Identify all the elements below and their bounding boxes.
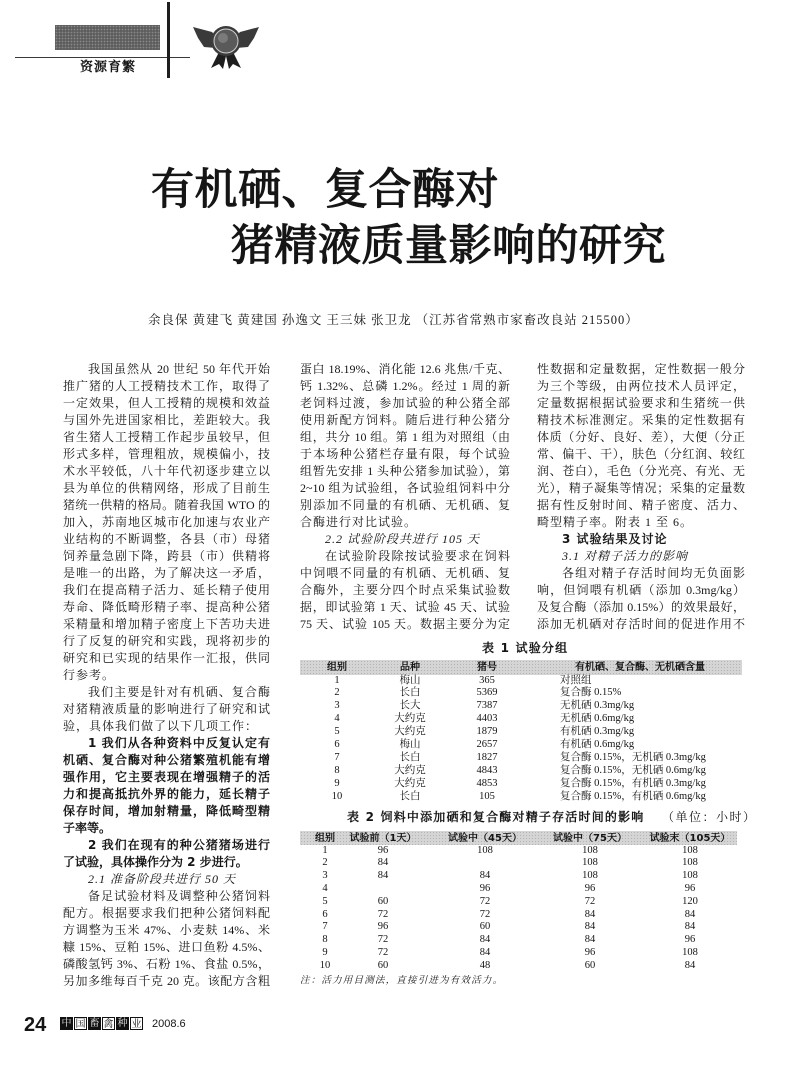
table-cell: 96	[377, 921, 389, 933]
text-line: 组暂先安排 1 头种公猪参加试验），第	[300, 464, 510, 478]
table-cell: 梅山	[399, 674, 421, 686]
issue-date: 2008.6	[152, 1018, 186, 1030]
table-cell: 72	[479, 908, 491, 920]
journal-char: 国	[75, 1019, 86, 1030]
text-line: 备足试验材料及调整种公猪饲料	[88, 889, 270, 903]
journal-char: 禽	[103, 1019, 114, 1030]
text-line: 对猪精液质量的影响进行了研究和试	[63, 702, 270, 716]
table-row	[0, 895, 800, 908]
table-row	[0, 699, 800, 712]
body-column-3	[537, 361, 745, 633]
table-cell: 60	[377, 959, 389, 971]
column-header: 试验中（45天）	[448, 832, 522, 844]
table-cell: 84	[479, 934, 491, 946]
journal-char: 中	[61, 1018, 72, 1029]
text-line: 与国外先进国家相比，差距较大。我	[63, 413, 270, 427]
table-cell: 1879	[476, 726, 498, 738]
table-cell: 108	[582, 870, 598, 882]
table-2-caption: 表 2 饲料中添加硒和复合酶对精子存活时间的影响	[347, 810, 645, 824]
text-line: 推广猪的人工授精技术工作，取得了	[63, 379, 270, 393]
table-cell: 大约克	[394, 713, 426, 725]
table-cell: 84	[479, 946, 491, 958]
text-line-bold: 保存时间，增加射精量，降低畸型精	[63, 804, 270, 818]
table-cell: 84	[584, 908, 596, 920]
column-header: 组别	[315, 832, 335, 844]
text-line: 2~10 组为试验组，各试验组饲料中分	[300, 481, 510, 495]
text-line: 据有性反射时间、精子密度、活力、	[537, 498, 745, 512]
table-cell: 60	[479, 921, 491, 933]
table-cell: 8	[334, 764, 340, 776]
text-line: 合酶外，主要分四个时点采集试验数	[300, 583, 510, 597]
text-line: 我国虽然从 20 世纪 50 年代开始	[88, 362, 270, 376]
table-row	[0, 844, 800, 857]
header-decorative-block	[55, 25, 160, 50]
section-label: 资源育繁	[80, 60, 137, 75]
table-row	[0, 856, 800, 869]
text-line: 75 天、试验 105 天。数据主要分为定	[300, 617, 510, 631]
table-cell: 无机硒 0.3mg/kg	[560, 700, 635, 712]
table-cell: 复合酶 0.15%，无机硒 0.3mg/kg	[560, 751, 706, 763]
table-cell: 5369	[476, 687, 498, 699]
table-cell: 长白	[399, 687, 421, 699]
table-cell	[343, 882, 423, 895]
table-cell: 108	[582, 857, 598, 869]
table-cell: 长大	[399, 700, 421, 712]
table-cell: 72	[377, 908, 389, 920]
table-cell: 108	[477, 844, 493, 856]
column-header: 猪号	[477, 662, 497, 673]
table-cell: 1	[322, 844, 328, 856]
text-line: 一定效果，但人工授精的规模和效益	[63, 396, 270, 410]
text-line: 据，即试验第 1 天、试验 45 天、试验	[300, 600, 510, 614]
section-heading: 3 试验结果及讨论	[562, 532, 668, 546]
table-cell: 3	[334, 700, 340, 712]
table-cell: 96	[684, 882, 696, 894]
table-row	[0, 946, 800, 959]
text-line: 钙 1.32%、总磷 1.2%。经过 1 周的新	[300, 379, 510, 393]
ribbon-medal-icon	[192, 20, 260, 70]
table-cell: 有机硒 0.6mg/kg	[560, 739, 635, 750]
table-row	[0, 790, 800, 803]
table-cell: 2	[322, 857, 328, 869]
header-rule-horizontal	[15, 57, 190, 58]
table-row	[0, 674, 800, 687]
text-line: 方调整为玉米 47%、小麦麸 14%、米	[63, 923, 270, 937]
table-cell: 长白	[399, 751, 421, 763]
table-cell: 72	[377, 946, 389, 958]
text-line: 响，但饲喂有机硒（添加 0.3mg/kg）	[537, 583, 745, 597]
text-line: 加入，苏南地区城市化加速与农业产	[63, 515, 270, 529]
text-line: 老饲料过渡，参加试验的种公猪全部	[300, 396, 510, 410]
table-cell: 72	[377, 934, 389, 946]
text-line: 定量数据根据试验要求和生猪统一供	[537, 396, 745, 410]
subsection-heading: 2.1 准备阶段共进行 50 天	[88, 872, 237, 886]
body-column-2	[300, 361, 510, 633]
table-cell: 大约克	[394, 764, 426, 776]
table-cell: 365	[479, 674, 495, 686]
table-cell: 105	[479, 790, 495, 802]
journal-name-logo	[60, 1017, 144, 1030]
table-cell: 96	[684, 934, 696, 946]
text-line: 精技术标准测定。采集的定性数据有	[537, 413, 745, 427]
journal-char: 种	[117, 1018, 128, 1029]
table-row	[0, 712, 800, 725]
header-rule-vertical	[167, 2, 170, 78]
article-title-line-2: 猪精液质量影响的研究	[231, 221, 666, 271]
table-cell: 84	[584, 934, 596, 946]
text-line: 各组对精子存活时间均无负面影	[562, 566, 745, 580]
table-cell: 4853	[476, 777, 498, 789]
table-cell: 96	[479, 882, 491, 894]
table-cell: 4	[322, 882, 328, 894]
text-line: 于本场种公猪栏存量有限，每个试验	[300, 447, 510, 461]
text-line-bold: 2 我们在现有的种公猪猪场进行	[88, 838, 270, 852]
table-2-note: 注：活力用目测法，直接引进为有效活力。	[300, 976, 504, 986]
table-row	[0, 777, 800, 790]
text-line-bold: 1 我们从各种资料中反复认定有	[88, 736, 270, 750]
table-cell: 9	[322, 946, 328, 958]
table-row	[0, 725, 800, 738]
text-line: 形式多样，管理粗放，规模偏小，技	[63, 447, 270, 461]
column-header: 组别	[327, 662, 347, 673]
table-cell: 108	[682, 857, 698, 869]
table-cell: 7	[334, 751, 340, 763]
table-cell: 复合酶 0.15%，有机硒 0.3mg/kg	[560, 777, 706, 789]
table-cell: 84	[684, 959, 696, 971]
table-row	[0, 738, 800, 751]
text-line: 行了反复的研究和实践，现将初步的	[63, 634, 270, 648]
column-header: 试验前（1天）	[349, 832, 417, 844]
text-line: 光），精子凝集等情况；采集的定量数	[537, 481, 745, 495]
table-cell: 7387	[476, 700, 498, 712]
table-cell: 84	[479, 870, 491, 882]
text-line: 添加无机硒对存活时间的促进作用不	[537, 617, 745, 631]
table-cell: 6	[322, 908, 328, 920]
text-line: 磷酸氢钙 3%、石粉 1%、食盐 0.5%，	[63, 957, 270, 971]
table-cell: 84	[584, 921, 596, 933]
table-cell: 无机硒 0.6mg/kg	[560, 713, 635, 725]
table-cell: 96	[377, 844, 389, 856]
table-cell: 84	[377, 857, 389, 869]
text-line: 及复合酶（添加 0.15%）的效果最好，	[537, 600, 745, 614]
table-cell: 有机硒 0.3mg/kg	[560, 726, 635, 738]
table-cell: 10	[331, 790, 343, 802]
column-header: 有机硒、复合酶、无机硒含量	[575, 662, 705, 673]
table-2-unit: （单位：小时）	[662, 810, 757, 824]
table-cell: 长白	[399, 790, 421, 802]
table-row	[0, 959, 800, 972]
table-row	[0, 882, 800, 895]
table-cell: 96	[584, 882, 596, 894]
table-cell: 4403	[476, 713, 498, 725]
table-cell: 84	[684, 908, 696, 920]
table-cell: 6	[334, 739, 340, 750]
table-cell: 4843	[476, 764, 498, 776]
table-cell: 84	[377, 870, 389, 882]
text-line: 是唯一的出路，为了解决这一矛盾，	[63, 566, 270, 580]
subsection-heading: 2.2 试验阶段共进行 105 天	[325, 532, 481, 546]
table-cell: 72	[584, 895, 596, 907]
table-cell: 9	[334, 777, 340, 789]
text-line: 畸型精子率。附表 1 至 6。	[537, 515, 694, 529]
table-row	[0, 751, 800, 764]
table-cell: 96	[584, 946, 596, 958]
journal-char: 业	[131, 1019, 142, 1030]
table-cell: 108	[682, 870, 698, 882]
table-cell: 108	[582, 844, 598, 856]
table-cell: 梅山	[399, 739, 421, 750]
table-cell: 大约克	[394, 777, 426, 789]
column-header: 试验中（75天）	[553, 832, 627, 844]
table-cell: 60	[377, 895, 389, 907]
text-line: 组，共分 10 组。第 1 组为对照组（由	[300, 430, 510, 444]
table-cell: 1	[334, 674, 340, 686]
table-cell: 72	[479, 895, 491, 907]
byline	[148, 311, 639, 329]
article-title-line-1: 有机硒、复合酶对	[151, 165, 499, 215]
table-cell: 60	[584, 959, 596, 971]
table-cell: 2657	[476, 739, 498, 750]
text-line: 我们在提高精子活力、延长精子使用	[63, 583, 270, 597]
column-header: 试验末（105天）	[649, 832, 731, 844]
table-row	[0, 686, 800, 699]
text-line: 省生猪人工授精工作起步虽较早，但	[63, 430, 270, 444]
page-number: 24	[24, 1014, 47, 1036]
affiliation: （江苏省常熟市家畜改良站 215500）	[415, 313, 639, 327]
table-cell: 7	[322, 921, 328, 933]
table-cell: 5	[322, 895, 328, 907]
text-line: 术水平较低，八十年代初逐步建立以	[63, 464, 270, 478]
table-row	[0, 869, 800, 882]
table-cell: 3	[322, 870, 328, 882]
text-line: 常、偏干、干），肤色（分红润、较红	[537, 447, 745, 461]
subsection-heading: 3.1 对精子活力的影响	[562, 549, 689, 563]
journal-char: 畜	[89, 1018, 100, 1029]
text-line: 饲养量急剧下降，跨县（市）供精将	[63, 549, 270, 563]
table-row	[0, 920, 800, 933]
text-line: 合酶进行对比试验。	[300, 515, 418, 529]
table-cell: 4	[334, 713, 340, 725]
text-line: 性数据和定量数据，定性数据一般分	[537, 362, 745, 376]
table-cell: 10	[319, 959, 331, 971]
text-line: 为三个等级，由两位技术人员评定，	[537, 379, 745, 393]
authors: 余良保 黄建飞 黄建国 孙逸文 王三妹 张卫龙	[148, 313, 412, 327]
text-line: 验，具体我们做了以下几项工作：	[63, 719, 259, 733]
table-cell: 48	[479, 959, 491, 971]
table-1-caption: 表 1 试验分组	[482, 641, 569, 655]
table-cell: 108	[682, 946, 698, 958]
column-header: 品种	[400, 662, 420, 673]
text-line: 猪统一供精的格局。随着我国 WTO 的	[63, 498, 270, 512]
table-cell: 5	[334, 726, 340, 738]
text-line: 采精量和增加精子密度上下苦功夫进	[63, 617, 270, 631]
table-cell: 8	[322, 934, 328, 946]
text-line: 中饲喂不同量的有机硒、无机硒、复	[300, 566, 510, 580]
table-cell: 复合酶 0.15%	[560, 687, 622, 699]
text-line: 体质（分好、良好、差），大便（分正	[537, 430, 745, 444]
table-cell: 对照组	[560, 674, 592, 686]
text-line: 寿命、降低畸形精子率、提高种公猪	[63, 600, 270, 614]
table-cell: 108	[682, 844, 698, 856]
table-header-row	[0, 661, 800, 674]
text-line-bold: 子率等。	[63, 821, 112, 835]
text-line: 另加多维每百千克 20 克。该配方含粗	[63, 974, 270, 988]
text-line: 行参考。	[63, 668, 116, 682]
table-cell: 1827	[476, 751, 498, 763]
text-line-bold: 强作用，它主要表现在增强精子的活	[63, 770, 270, 784]
table-cell: 84	[684, 921, 696, 933]
table-cell: 复合酶 0.15%，有机硒 0.6mg/kg	[560, 790, 706, 802]
text-line: 研究和已实现的结果作一汇报，供同	[63, 651, 270, 665]
table-cell: 2	[334, 687, 340, 699]
table-cell: 120	[682, 895, 698, 907]
text-line: 别添加不同量的有机硒、无机硒、复	[300, 498, 510, 512]
text-line: 县为单位的供精网络，形成了目前生	[63, 481, 270, 495]
text-line: 配方。根据要求我们把种公猪饲料配	[63, 906, 270, 920]
text-line: 蛋白 18.19%、消化能 12.6 兆焦/千克、	[300, 362, 510, 376]
text-line: 糠 15%、豆粕 15%、进口鱼粉 4.5%、	[63, 940, 270, 954]
table-cell: 复合酶 0.15%，无机硒 0.6mg/kg	[560, 764, 706, 776]
text-line: 润、苍白），毛色（分光亮、有光、无	[537, 464, 745, 478]
text-line-bold: 力和提高抵抗外界的能力，延长精子	[63, 787, 270, 801]
table-cell: 大约克	[394, 726, 426, 738]
table-row	[0, 764, 800, 777]
text-line: 在试验阶段除按试验要求在饲料	[325, 549, 510, 563]
table-cell	[437, 856, 533, 869]
text-line-bold: 了试验，具体操作分为 2 步进行。	[63, 855, 248, 869]
text-line: 使用新配方饲料。随后进行种公猪分	[300, 413, 510, 427]
table-row	[0, 933, 800, 946]
text-line-bold: 机硒、复合酶对种公猪繁殖机能有增	[63, 753, 270, 767]
table-row	[0, 908, 800, 921]
text-line: 业结构的不断调整，各县（市）母猪	[63, 532, 270, 546]
text-line: 我们主要是针对有机硒、复合酶	[88, 685, 270, 699]
